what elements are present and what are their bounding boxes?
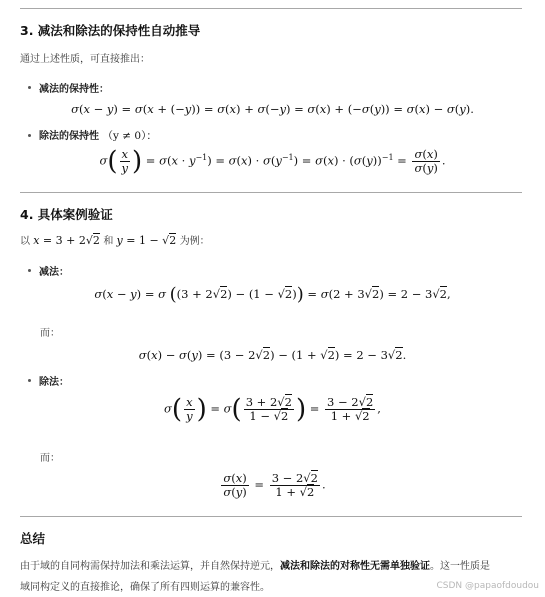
bullet xyxy=(28,379,31,382)
division-example-label: 除法： xyxy=(39,377,69,388)
subtraction-preservation-label: 减法的保持性： xyxy=(39,84,109,95)
watermark: CSDN @papaofdoudou xyxy=(436,581,539,591)
section-3-intro: 通过上述性质，可直接推出： xyxy=(20,54,150,65)
section-4-intro: 以 x = 3 + 2√2 和 y = 1 − √2 为例： xyxy=(20,234,210,247)
subtraction-example-label: 减法： xyxy=(39,267,69,278)
bullet xyxy=(28,269,31,272)
subtraction-example-equation: σ(x − y) = σ ((3 + 2√2) − (1 − √2)) = σ(2 + 3√2) = 2 − 3√2, xyxy=(94,284,451,305)
division-preservation-label xyxy=(39,127,157,143)
division-label-text: 除法的保持性 xyxy=(39,131,99,142)
division-example-equation: σ( $\frac{x}{y}$ ) = σ( $\frac{3 + 2√2}{1 - √2}$ ) = $\frac{3 - 2√2}{1 + √2}$ , xyxy=(164,394,381,425)
subtraction-preservation-equation: σ(x − y) = σ(x + (−y)) = σ(x) + σ(−y) = σ(x) + (−σ(y)) = σ(x) − σ(y). xyxy=(71,102,474,116)
division-preservation-equation: σ( $\frac{x}{y}$ ) = $\sigma(x \cdot y^{-1}) = \sigma(x) \cdot \sigma(y^{-1}) = \sigma(x) \cdot (\sigma(y))^{-1}$ = $\frac{\sigma(x)}{\sigma(y)}$ . xyxy=(99,146,446,177)
section-4-heading: 4. 具体案例验证 xyxy=(20,207,113,222)
summary-line-1: 由于域的自同构需保持加法和乘法运算，并自然保持逆元，减法和除法的对称性无需单独验证。这一性质是 xyxy=(20,561,490,572)
section-divider xyxy=(20,192,522,193)
summary-emphasis: 减法和除法的对称性无需单独验证 xyxy=(280,561,430,572)
top-divider xyxy=(20,8,522,9)
and-text: 而： xyxy=(40,328,60,339)
division-condition: （y ≠ 0）： xyxy=(102,130,157,142)
subtraction-sigma-equation: σ(x) − σ(y) = (3 − 2√2) − (1 + √2) = 2 − 3√2. xyxy=(138,348,407,362)
bullet xyxy=(28,86,31,89)
bullet xyxy=(28,134,31,137)
section-3-heading: 3. 减法和除法的保持性自动推导 xyxy=(20,23,201,38)
summary-line-2: 域同构定义的直接推论，确保了所有四则运算的兼容性。 xyxy=(20,582,270,593)
division-sigma-equation: $\frac{\sigma(x)}{\sigma(y)}$ = $\frac{3 - 2√2}{1 + √2}$ . xyxy=(223,471,326,500)
summary-heading: 总结 xyxy=(20,531,46,546)
and-text-2: 而： xyxy=(40,453,60,464)
section-divider xyxy=(20,516,522,517)
